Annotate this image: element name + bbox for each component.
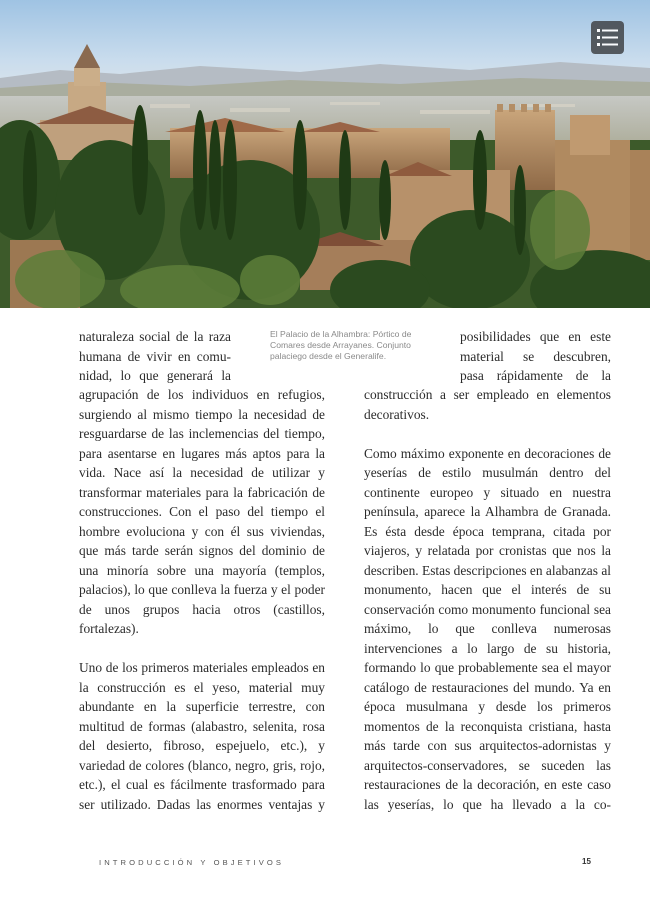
left-column-intro (79, 327, 231, 386)
running-footer: INTRODUCCIÓN Y OBJETIVOS (99, 858, 285, 867)
body-paragraph: agrupación de los individuos en refugios, surgiendo al mismo tiempo la necesidad de resguardarse de las inclemencias del tiempo, para asentarse en lugares más aptos para la vida. Nace así la necesidad de utilizar y transformar materiales para la fabricación de construcciones. Con el paso del tiempo el hombre evoluciona y con él sus viviendas, que más tarde serán signos del dominio de una minoría sobre una mayoría (templos, palacios), lo que conlleva la fuerza y el poder de unos grupos hacia otros (castillos, fortalezas). (79, 387, 325, 636)
text-line: naturaleza social de la raza (79, 329, 231, 344)
body-paragraph: Uno de los primeros materiales empleados en la construcción es el yeso, material muy abundante en la superficie terrestre, con multitud de formas (alabastro, selenita, rosa del desierto, fibroso, espejuelo, etc.), y variedad de colores (blanco, negro, gris, rojo, etc.), el cual es fácilmente trasformado para ser utilizado. Dadas las enormes ventajas y (79, 660, 325, 812)
text-line: humana de vivir en comu- (79, 348, 231, 364)
body-paragraph: construcción a ser empleado en elementos decorativos. (364, 387, 611, 422)
right-column (364, 385, 611, 814)
page-number: 15 (582, 857, 591, 866)
text-line: pasa rápidamente de la (460, 368, 611, 383)
text-line: nidad, lo que generará la (79, 368, 231, 383)
alhambra-photo (0, 0, 650, 308)
body-paragraph: Como máximo exponente en decoraciones de yeserías de estilo musulmán dentro del continente europeo y situado en nuestra península, aparece la Alhambra de Granada. Es ésta desde época temprana, citada por viajeros, y relatada por cronistas que nos la describen. Estas descripciones en alabanzas al monumento, hacen que el interés de su conservación como monumento funcional sea máximo, lo que conlleva numerosas intervenciones a lo largo de su historia, formando lo que probablemente sea el mayor catálogo de restauraciones del mundo. Ya en época musulmana y desde los primeros momentos de la reconquista cristiana, hasta más tarde con sus arquitectos-adornistas y arquitectos-conservadores, se suceden las restauraciones de la decoración, en este caso las yeserías, lo que ha llevado a la co- (364, 445, 611, 812)
right-column-intro (460, 327, 611, 386)
left-column (79, 385, 325, 814)
photo-caption: El Palacio de la Alhambra: Pórtico de Comares desde Arrayanes. Conjunto palaciego desde el Generalife. (270, 329, 412, 362)
text-line: material se descubren, (460, 348, 611, 364)
menu-button[interactable] (591, 21, 624, 54)
text-line: posibilidades que en este (460, 329, 611, 344)
list-menu-icon (591, 21, 624, 54)
